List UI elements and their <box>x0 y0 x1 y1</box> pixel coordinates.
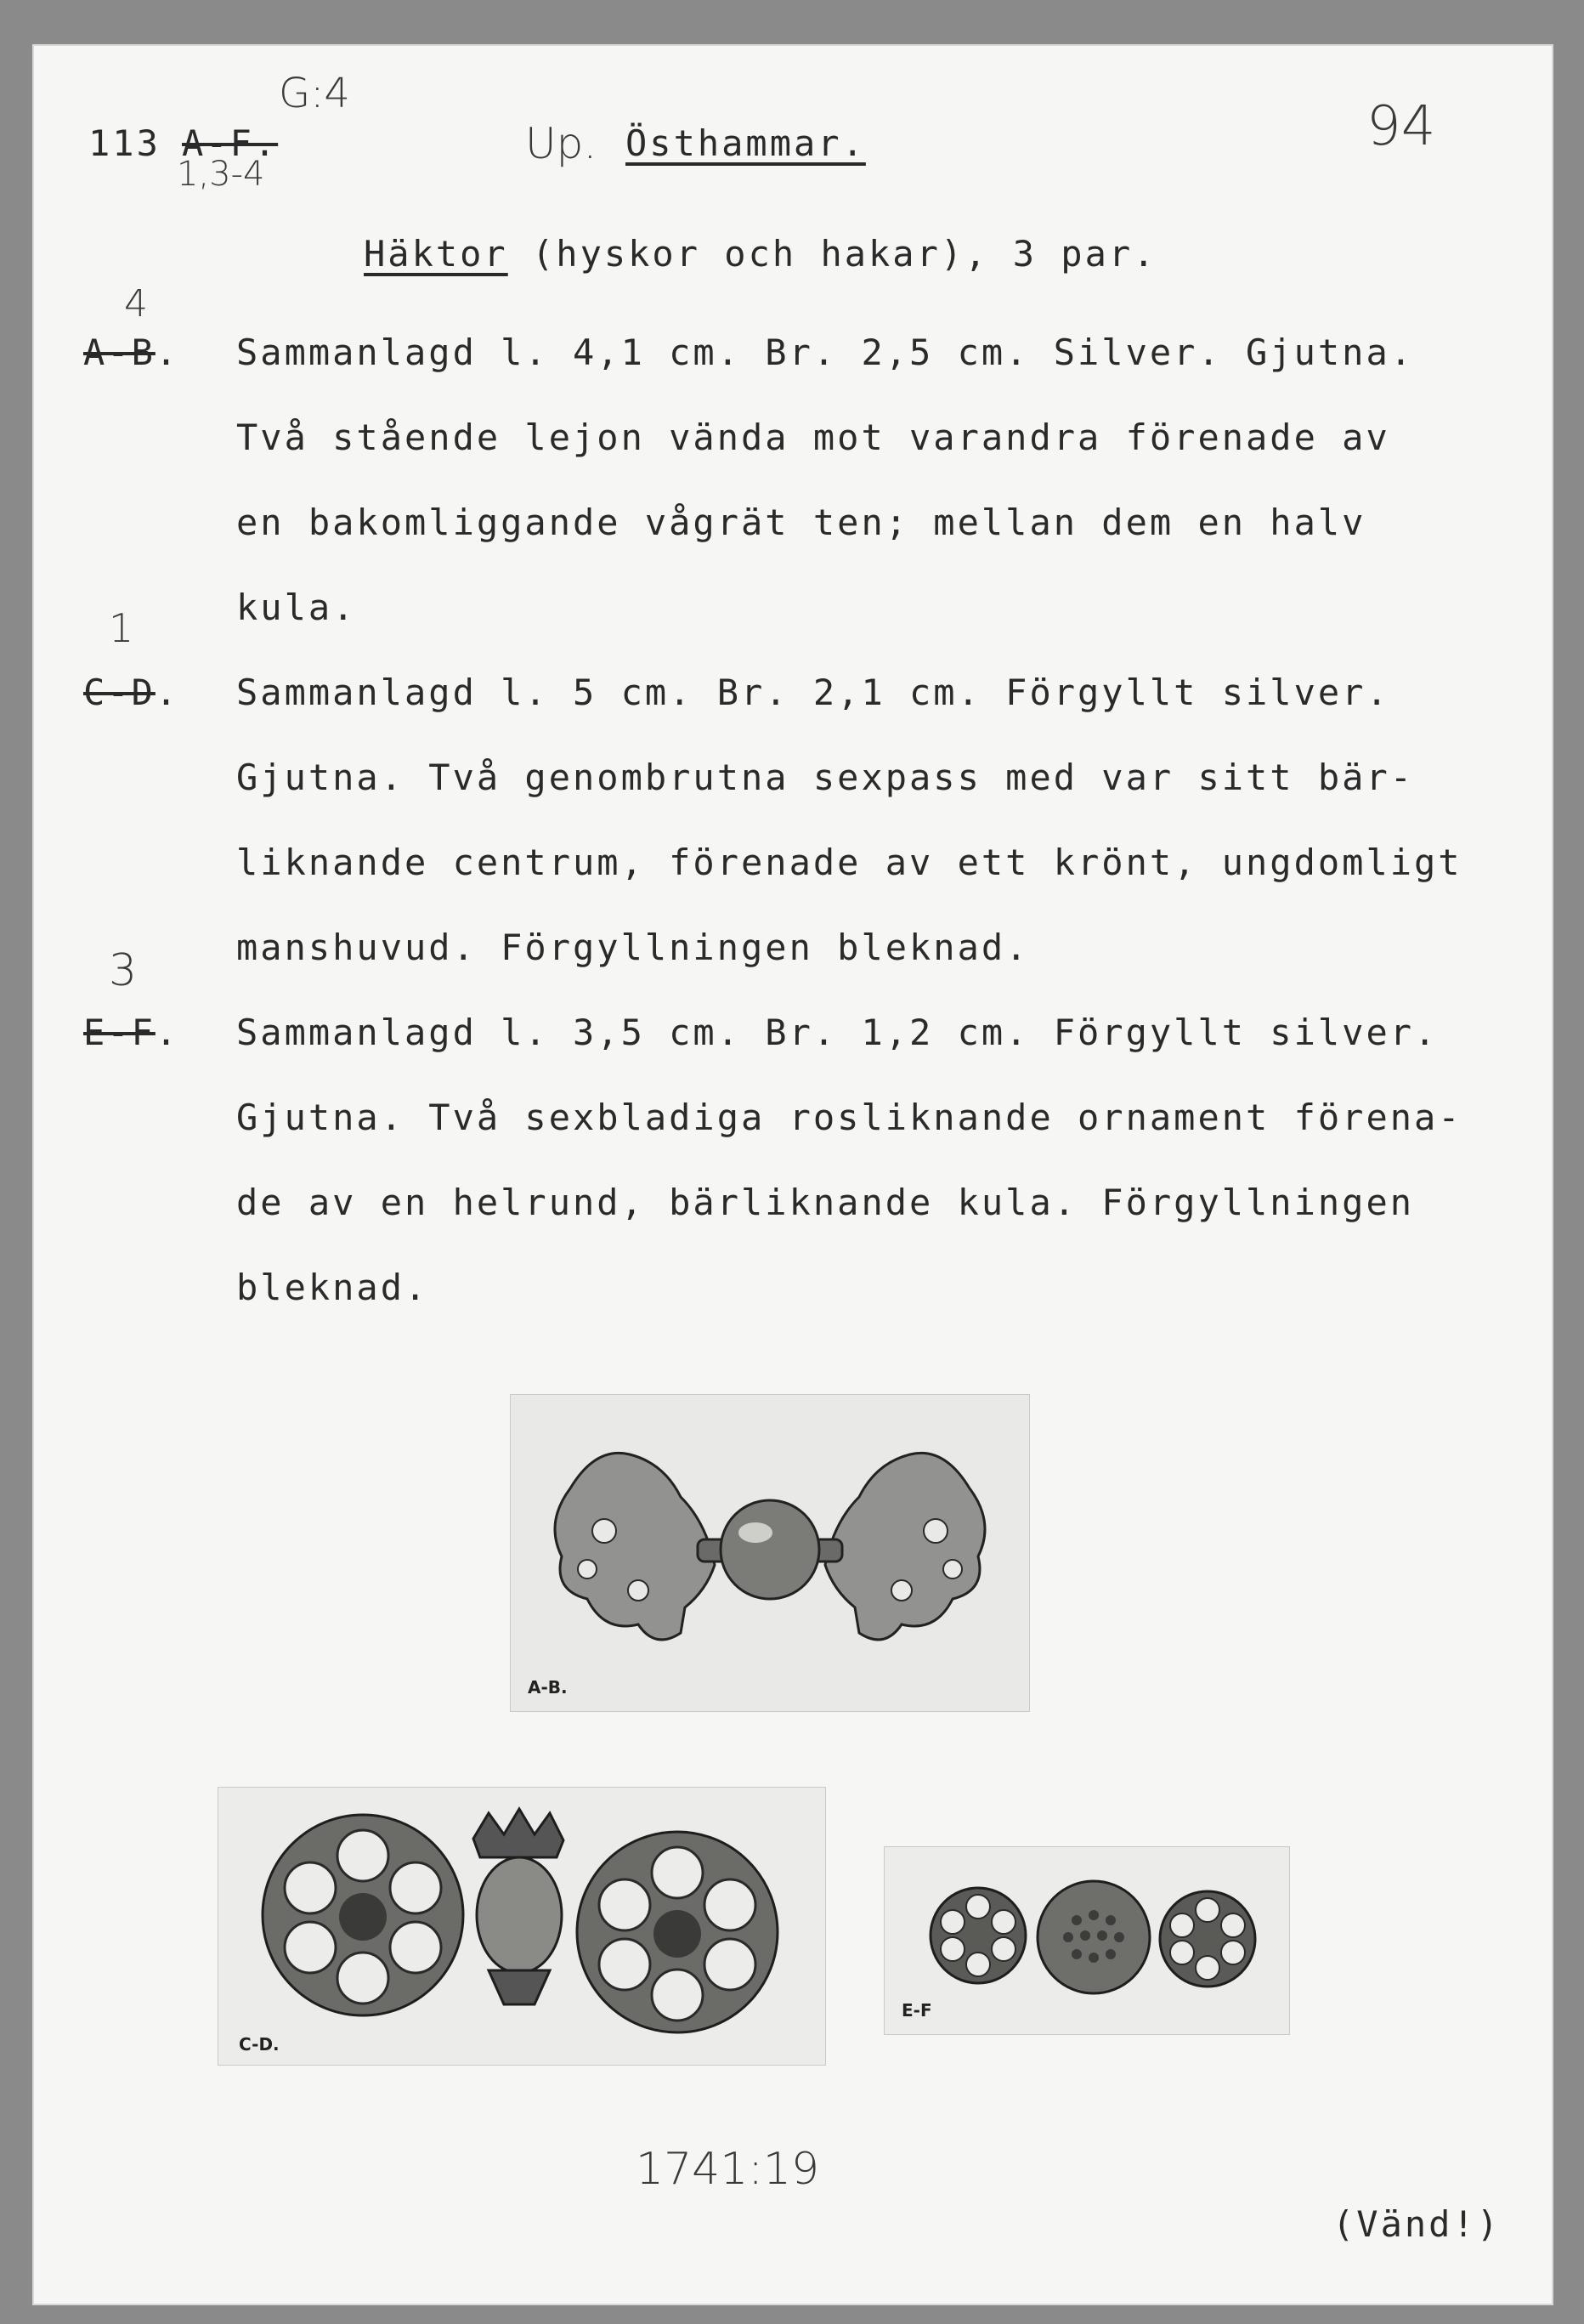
entry-label-text: E-F <box>83 1012 156 1053</box>
handwritten-sub-note: 1,3-4 <box>177 155 265 194</box>
entry-line: Sammanlagd l. 4,1 cm. Br. 2,5 cm. Silver. Gjutna. <box>236 332 1415 373</box>
entry-line: de av en helrund, bärliknande kula. Förgyllningen <box>236 1182 1415 1223</box>
entry-line: en bakomliggande vågrät ten; mellan dem en halv <box>236 502 1366 543</box>
entry-line: liknande centrum, förenade av ett krönt, ungdomligt <box>236 842 1462 883</box>
entry-label-text: A-B <box>83 332 156 373</box>
catalog-number: 113 <box>88 122 161 164</box>
entry-line: kula. <box>236 587 357 628</box>
photo-sexpass-clasp <box>218 1787 826 2066</box>
entry-line: Gjutna. Två sexbladiga rosliknande ornament förena- <box>236 1097 1462 1138</box>
title-keyword: Häktor <box>364 233 508 275</box>
rose-clasp-image <box>885 1847 1289 2034</box>
catalog-letters: A-F. <box>182 122 279 164</box>
entry-line: bleknad. <box>236 1267 429 1308</box>
entry-hand-number: 1 <box>109 605 134 651</box>
entry-hand-number: 4 <box>124 282 148 326</box>
entry-line: Gjutna. Två genombrutna sexpass med var sitt bär- <box>236 757 1415 798</box>
sexpass-clasp-image <box>218 1788 825 2065</box>
entry-line: manshuvud. Förgyllningen bleknad. <box>236 927 1030 968</box>
photo-lion-clasp <box>510 1394 1030 1712</box>
entry-line: Sammanlagd l. 3,5 cm. Br. 1,2 cm. Förgyllt silver. <box>236 1012 1439 1053</box>
photo-label: E-F <box>902 2000 932 2021</box>
catalog-card <box>32 44 1553 2305</box>
lion-clasp-image <box>511 1395 1029 1711</box>
entry-line: Sammanlagd l. 5 cm. Br. 2,1 cm. Förgyllt silver. <box>236 672 1390 713</box>
entry-label: A-B. <box>83 332 180 373</box>
handwritten-inventory-number: 1741:19 <box>636 2144 820 2195</box>
entry-line: Två stående lejon vända mot varandra förenade av <box>236 417 1390 458</box>
photo-label: A-B. <box>528 1677 568 1698</box>
page-title <box>364 233 1157 275</box>
entry-label: E-F. <box>83 1012 180 1053</box>
title-rest: (hyskor och hakar), 3 par. <box>507 233 1157 275</box>
place-name: Östhammar. <box>625 122 866 164</box>
entry-label: C-D. <box>83 672 180 713</box>
photo-label: C-D. <box>239 2034 280 2055</box>
handwritten-corner-number: 94 <box>1366 95 1436 158</box>
turn-over-note: (Vänd!) <box>1332 2203 1502 2245</box>
entry-hand-number: 3 <box>109 945 138 996</box>
handwritten-shelf-mark: G:4 <box>279 70 350 117</box>
photo-rose-clasp <box>884 1846 1290 2035</box>
handwritten-region-prefix: Up. <box>525 119 597 168</box>
entry-label-text: C-D <box>83 672 156 713</box>
